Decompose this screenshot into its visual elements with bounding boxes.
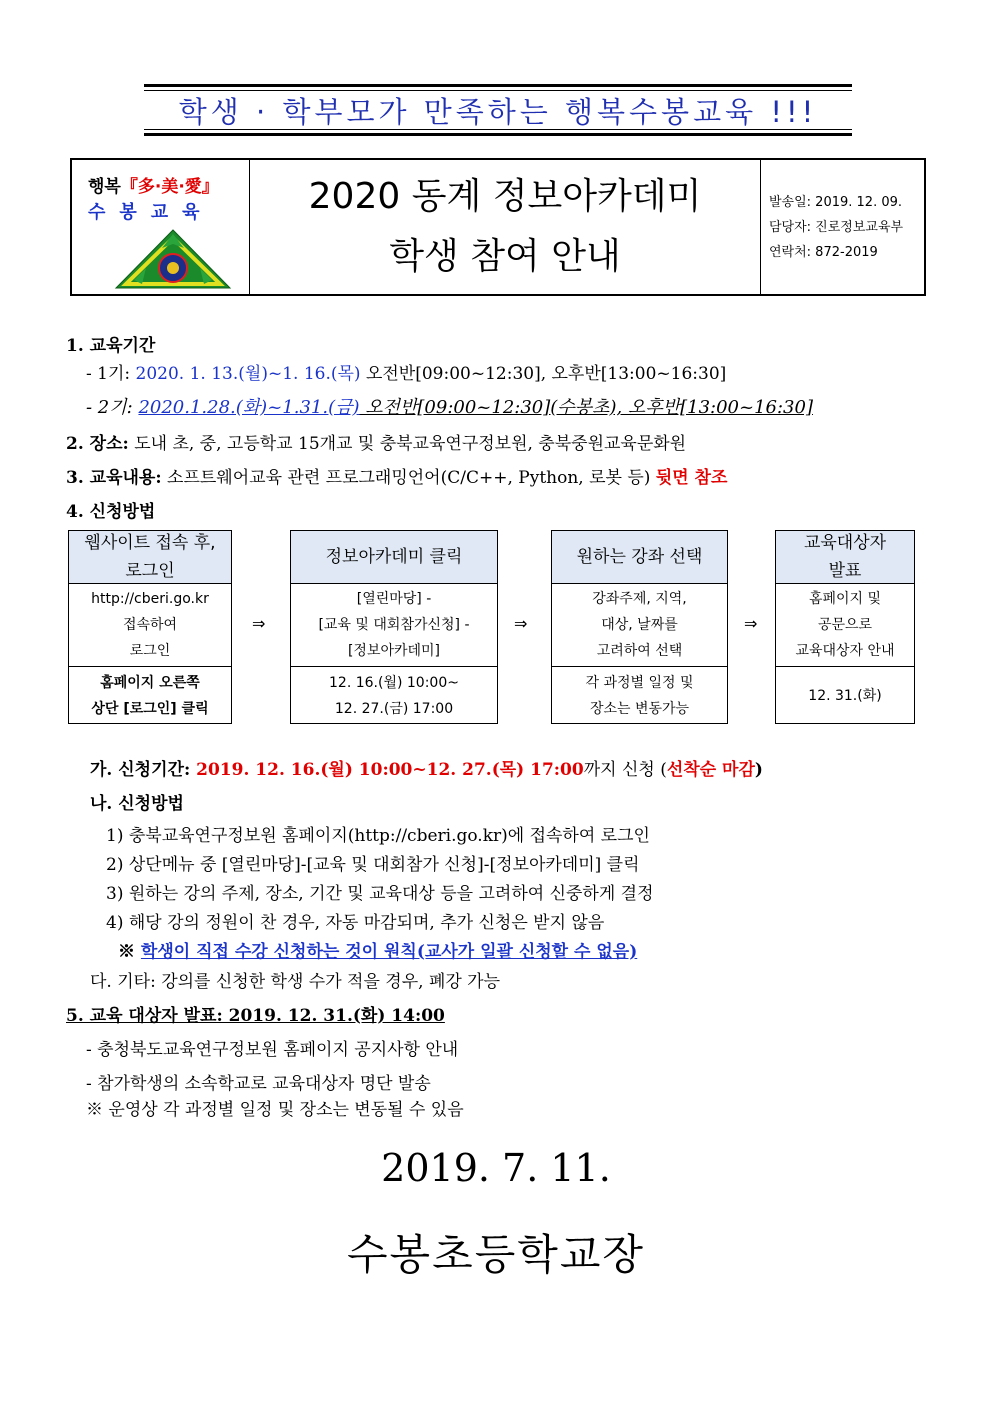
period-2: - 2기: 2020.1.28.(화)~1.31.(금) 오전반[09:00~12:30](수봉초), 오후반[13:00~16:30] <box>86 397 813 418</box>
school-logo <box>72 160 250 294</box>
flow-step-body: 강좌주제, 지역, 대상, 날짜를 고려하여 선택 <box>552 584 727 667</box>
announce-item: - 참가학생의 소속학교로 교육대상자 명단 발송 <box>86 1074 431 1094</box>
issue-info <box>761 160 924 294</box>
flow-arrow: ⇒ <box>252 614 266 633</box>
issue-contact-person: 담당자: 진로정보교육부 <box>769 220 904 235</box>
slogan-banner <box>144 84 852 136</box>
signer-name: 수봉초등학교장 <box>346 1230 645 1279</box>
apply-period: 가. 신청기간: 2019. 12. 16.(월) 10:00~12. 27.(목) 17:00까지 신청 (선착순 마감) <box>90 760 763 780</box>
flow-step-foot: 12. 31.(화) <box>808 688 882 704</box>
title-line2: 학생 참여 안내 <box>389 236 621 277</box>
flow-step-academy <box>290 530 498 724</box>
emblem-icon <box>114 228 232 290</box>
flow-arrow: ⇒ <box>744 614 758 633</box>
logo-line2: 수봉교육 <box>88 202 214 223</box>
flow-step-head: 원하는 강좌 선택 <box>552 531 727 584</box>
flow-step-select-course <box>551 530 728 724</box>
section3-content: 3. 교육내용: 소프트웨어교육 관련 프로그래밍언어(C/C++, Python, 로봇 등) 뒷면 참조 <box>66 468 728 488</box>
flow-step-body: 홈페이지 및 공문으로 교육대상자 안내 <box>776 584 914 667</box>
flow-step-foot: 각 과정별 일정 및 장소는 변동가능 <box>585 675 694 717</box>
flow-arrow: ⇒ <box>514 614 528 633</box>
apply-step: 4) 해당 강의 정원이 찬 경우, 자동 마감되며, 추가 신청은 받지 않음 <box>106 913 605 933</box>
flow-step-head: 교육대상자 발표 <box>776 531 914 584</box>
section1-title: 1. 교육기간 <box>66 336 156 356</box>
issue-phone: 연락처: 872-2019 <box>769 245 878 260</box>
flow-step-foot: 홈페이지 오른쪽 상단 [로그인] 클릭 <box>91 675 209 717</box>
flow-step-foot: 12. 16.(월) 10:00~ 12. 27.(금) 17:00 <box>329 675 459 717</box>
flow-step-login <box>68 530 232 724</box>
apply-step: 1) 충북교육연구정보원 홈페이지(http://cberi.go.kr)에 접속하여 로그인 <box>106 826 650 846</box>
section4-title: 4. 신청방법 <box>66 502 156 522</box>
announce-note: ※ 운영상 각 과정별 일정 및 장소는 변동될 수 있음 <box>86 1100 464 1120</box>
apply-note: ※ 학생이 직접 수강 신청하는 것이 원칙(교사가 일괄 신청할 수 없음) <box>118 942 638 962</box>
flow-step-head: 웹사이트 접속 후, 로그인 <box>69 531 231 584</box>
title-line1: 2020 동계 정보아카데미 <box>308 176 702 217</box>
header-table <box>70 158 926 296</box>
apply-etc: 다. 기타: 강의를 신청한 학생 수가 적을 경우, 폐강 가능 <box>90 972 501 992</box>
flow-step-body: [열린마당] - [교육 및 대회참가신청] - [정보아카데미] <box>291 584 497 667</box>
issue-date: 발송일: 2019. 12. 09. <box>769 195 903 210</box>
logo-line1: 행복『多·美·愛』 <box>88 177 219 197</box>
flow-step-head: 정보아카데미 클릭 <box>291 531 497 584</box>
document-date: 2019. 7. 11. <box>381 1146 611 1190</box>
document-title <box>250 160 761 294</box>
section5-title: 5. 교육 대상자 발표: 2019. 12. 31.(화) 14:00 <box>66 1006 445 1026</box>
section2-location: 2. 장소: 도내 초, 중, 고등학교 15개교 및 충북교육연구정보원, 충북중원교육문화원 <box>66 434 687 454</box>
apply-step: 2) 상단메뉴 중 [열린마당]-[교육 및 대회참가 신청]-[정보아카데미] 클릭 <box>106 855 640 875</box>
apply-method-title: 나. 신청방법 <box>90 794 184 814</box>
period-1: - 1기: 2020. 1. 13.(월)~1. 16.(목) 오전반[09:00~12:30], 오후반[13:00~16:30] <box>86 364 727 384</box>
flow-step-body: http://cberi.go.kr 접속하여 로그인 <box>69 584 231 667</box>
apply-step: 3) 원하는 강의 주제, 장소, 기간 및 교육대상 등을 고려하여 신중하게 결정 <box>106 884 654 904</box>
slogan-text: 학생 · 학부모가 만족하는 행복수봉교육 !!! <box>178 94 818 129</box>
announce-item: - 충청북도교육연구정보원 홈페이지 공지사항 안내 <box>86 1040 459 1060</box>
flow-step-announce <box>775 530 915 724</box>
